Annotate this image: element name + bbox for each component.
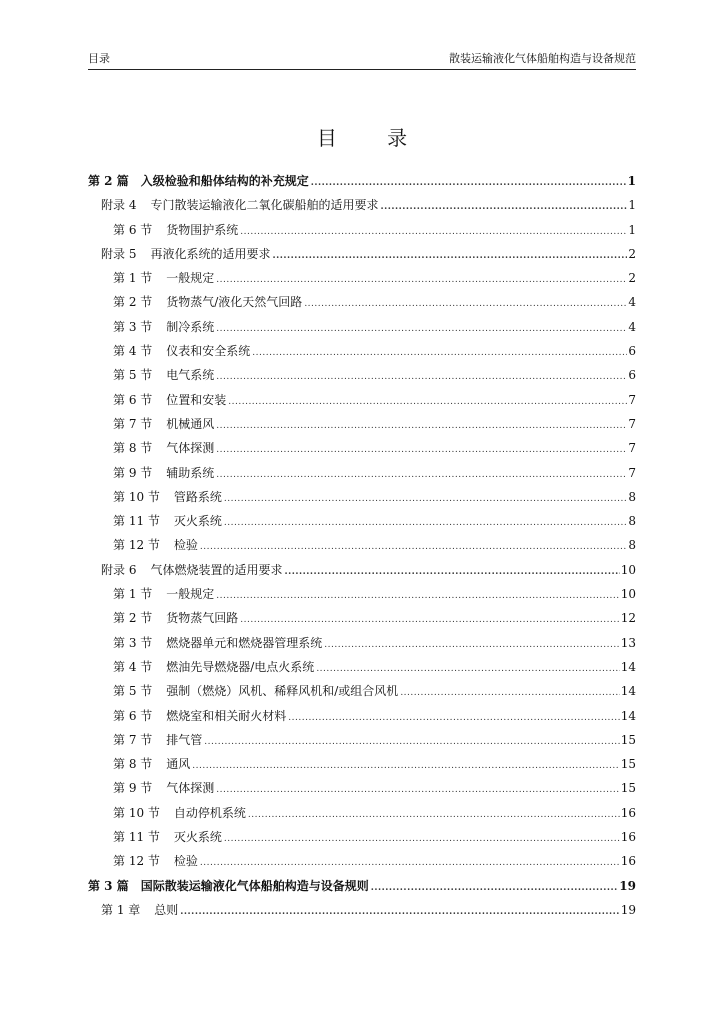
toc-entry[interactable] — [88, 752, 636, 776]
toc-entry-number: 附录 4 — [101, 198, 137, 213]
toc-dot-leader — [216, 778, 619, 802]
toc-dot-leader — [240, 608, 619, 632]
toc-dot-leader — [324, 633, 619, 657]
toc-entry-title: 气体燃烧装置的适用要求 — [150, 562, 283, 577]
toc-entry-number: 第 6 节 — [113, 222, 153, 237]
toc-entry-title: 位置和安装 — [166, 392, 227, 407]
toc-entry[interactable] — [88, 242, 636, 266]
toc-dot-leader — [380, 195, 627, 219]
toc-entry-title: 气体探测 — [166, 781, 215, 796]
toc-dot-leader — [311, 171, 627, 195]
toc-entry-number: 第 1 章 — [101, 902, 141, 917]
toc-entry-page: 10 — [620, 562, 636, 577]
toc-entry-page: 15 — [620, 781, 636, 796]
toc-entry-title: 专门散装运输液化二氧化碳船舶的适用要求 — [150, 198, 379, 213]
toc-entry-page: 14 — [620, 659, 636, 674]
toc-entry-number: 第 4 节 — [113, 659, 153, 674]
toc-entry-number: 第 3 节 — [113, 635, 153, 650]
toc-entry-title: 排气管 — [166, 732, 203, 747]
toc-entry[interactable] — [88, 436, 636, 460]
toc-entry-page: 7 — [628, 392, 636, 407]
toc-entry-page: 15 — [620, 732, 636, 747]
toc-entry-title: 灭火系统 — [173, 514, 222, 529]
toc-entry-number: 第 2 节 — [113, 611, 153, 626]
toc-entry-page: 16 — [620, 854, 636, 869]
toc-entry-number: 第 11 节 — [113, 514, 160, 529]
toc-entry-number: 第 7 节 — [113, 732, 153, 747]
toc-entry[interactable] — [88, 631, 636, 655]
toc-entry-number: 第 6 节 — [113, 708, 153, 723]
toc-entry[interactable] — [88, 533, 636, 557]
toc-entry-page: 19 — [620, 902, 636, 917]
toc-entry-page: 14 — [620, 684, 636, 699]
toc-entry[interactable] — [88, 558, 636, 582]
toc-entry-title: 气体探测 — [166, 441, 215, 456]
toc-entry-page: 15 — [620, 757, 636, 772]
toc-dot-leader — [216, 584, 619, 608]
toc-dot-leader — [216, 414, 627, 438]
toc-entry-page: 2 — [628, 271, 636, 286]
toc-entry-number: 第 1 节 — [113, 587, 153, 602]
toc-dot-leader — [228, 390, 627, 414]
toc-entry-page: 10 — [620, 587, 636, 602]
toc-entry-number: 第 10 节 — [113, 489, 160, 504]
toc-entry-page: 14 — [620, 708, 636, 723]
header-right-text: 散装运输液化气体船舶构造与设备规范 — [449, 52, 636, 65]
toc-entry-page: 8 — [628, 514, 636, 529]
toc-entry[interactable] — [88, 461, 636, 485]
toc-dot-leader — [272, 244, 627, 268]
table-of-contents — [88, 169, 636, 922]
toc-dot-leader — [240, 220, 627, 244]
toc-entry[interactable] — [88, 266, 636, 290]
toc-dot-leader — [304, 292, 627, 316]
toc-entry-number: 第 8 节 — [113, 441, 153, 456]
toc-dot-leader — [200, 535, 627, 559]
toc-entry[interactable] — [88, 898, 636, 922]
toc-entry-title: 入级检验和船体结构的补充规定 — [140, 174, 309, 188]
toc-entry-title: 辅助系统 — [166, 465, 215, 480]
toc-entry-number: 第 2 节 — [113, 295, 153, 310]
toc-entry-title: 总则 — [154, 902, 179, 917]
toc-entry-number: 第 12 节 — [113, 854, 160, 869]
toc-entry-page: 6 — [628, 368, 636, 383]
toc-entry-page: 7 — [628, 441, 636, 456]
toc-entry-title: 国际散装运输液化气体船舶构造与设备规则 — [140, 878, 369, 893]
toc-dot-leader — [224, 827, 620, 851]
toc-entry[interactable] — [88, 776, 636, 800]
header-left-text: 目录 — [88, 52, 110, 65]
toc-entry-page: 12 — [620, 611, 636, 626]
toc-entry-title: 一般规定 — [166, 587, 215, 602]
toc-entry-title: 电气系统 — [166, 368, 215, 383]
toc-entry-number: 第 10 节 — [113, 805, 160, 820]
toc-entry-page: 4 — [628, 295, 636, 310]
toc-dot-leader — [252, 341, 627, 365]
toc-entry-page: 13 — [620, 635, 636, 650]
toc-entry-number: 第 9 节 — [113, 781, 153, 796]
toc-entry-title: 货物围护系统 — [166, 222, 239, 237]
toc-entry-number: 第 9 节 — [113, 465, 153, 480]
toc-entry-page: 7 — [628, 465, 636, 480]
toc-entry[interactable] — [88, 655, 636, 679]
toc-entry[interactable] — [88, 801, 636, 825]
toc-dot-leader — [400, 681, 619, 705]
toc-entry-title: 强制（燃烧）风机、稀释风机和/或组合风机 — [166, 684, 399, 699]
toc-entry-number: 第 3 节 — [113, 319, 153, 334]
toc-dot-leader — [216, 365, 627, 389]
toc-entry-number: 第 12 节 — [113, 538, 160, 553]
toc-entry-title: 一般规定 — [166, 271, 215, 286]
toc-entry[interactable] — [88, 315, 636, 339]
toc-entry[interactable] — [88, 728, 636, 752]
toc-entry-page: 1 — [628, 222, 636, 237]
toc-entry-page: 16 — [620, 805, 636, 820]
toc-entry-number: 第 6 节 — [113, 392, 153, 407]
toc-entry-page: 16 — [620, 830, 636, 845]
toc-entry[interactable] — [88, 363, 636, 387]
toc-dot-leader — [192, 754, 619, 778]
toc-entry-title: 货物蒸气回路 — [166, 611, 239, 626]
toc-entry-number: 附录 5 — [101, 246, 137, 261]
toc-entry-page: 1 — [628, 198, 636, 213]
toc-entry[interactable] — [88, 509, 636, 533]
toc-entry-number: 第 1 节 — [113, 271, 153, 286]
toc-entry-title: 燃烧器单元和燃烧器管理系统 — [166, 635, 323, 650]
toc-entry[interactable] — [88, 825, 636, 849]
toc-entry-title: 机械通风 — [166, 416, 215, 431]
toc-dot-leader — [216, 268, 627, 292]
toc-entry-page: 19 — [619, 878, 636, 893]
toc-entry[interactable] — [88, 388, 636, 412]
toc-entry-number: 第 7 节 — [113, 416, 153, 431]
toc-entry-title: 检验 — [173, 538, 198, 553]
toc-dot-leader — [288, 706, 619, 730]
toc-entry[interactable] — [88, 849, 636, 873]
toc-entry[interactable] — [88, 290, 636, 314]
toc-dot-leader — [180, 900, 619, 924]
toc-entry[interactable] — [88, 679, 636, 703]
toc-entry-page: 4 — [628, 319, 636, 334]
toc-entry-number: 第 4 节 — [113, 344, 153, 359]
toc-dot-leader — [216, 438, 627, 462]
toc-entry-number: 第 5 节 — [113, 684, 153, 699]
toc-entry-title: 货物蒸气/液化天然气回路 — [166, 295, 303, 310]
toc-entry[interactable] — [88, 193, 636, 217]
toc-dot-leader — [316, 657, 619, 681]
toc-entry[interactable] — [88, 218, 636, 242]
toc-entry-number: 第 11 节 — [113, 830, 160, 845]
toc-entry[interactable] — [88, 339, 636, 363]
toc-entry[interactable] — [88, 582, 636, 606]
toc-entry[interactable] — [88, 704, 636, 728]
toc-entry-title: 仪表和安全系统 — [166, 344, 251, 359]
toc-entry-number: 附录 6 — [101, 562, 137, 577]
toc-entry[interactable] — [88, 485, 636, 509]
toc-entry-title: 燃油先导燃烧器/电点火系统 — [166, 659, 315, 674]
toc-entry[interactable] — [88, 169, 636, 193]
toc-dot-leader — [200, 851, 620, 875]
toc-dot-leader — [216, 317, 627, 341]
toc-entry-page: 8 — [628, 538, 636, 553]
toc-entry-title: 灭火系统 — [173, 830, 222, 845]
toc-entry[interactable] — [88, 606, 636, 630]
toc-entry-title: 自动停机系统 — [173, 805, 246, 820]
toc-dot-leader — [216, 463, 627, 487]
header-rule — [88, 69, 636, 70]
toc-dot-leader — [371, 876, 619, 900]
toc-entry[interactable] — [88, 874, 636, 898]
toc-dot-leader — [284, 560, 619, 584]
toc-entry-number: 第 3 篇 — [88, 878, 129, 893]
toc-entry-title: 检验 — [173, 854, 198, 869]
toc-dot-leader — [204, 730, 619, 754]
toc-dot-leader — [248, 803, 620, 827]
toc-entry-page: 8 — [628, 489, 636, 504]
toc-dot-leader — [224, 487, 627, 511]
page-title: 目 录 — [316, 126, 430, 150]
toc-entry-title: 再液化系统的适用要求 — [150, 246, 271, 261]
toc-entry-title: 管路系统 — [173, 489, 222, 504]
toc-entry-page: 6 — [628, 344, 636, 359]
toc-entry[interactable] — [88, 412, 636, 436]
toc-entry-page: 2 — [628, 246, 636, 261]
toc-entry-title: 通风 — [166, 757, 191, 772]
toc-entry-number: 第 5 节 — [113, 368, 153, 383]
page-header — [88, 50, 636, 68]
toc-entry-title: 燃烧室和相关耐火材料 — [166, 708, 287, 723]
toc-entry-title: 制冷系统 — [166, 319, 215, 334]
toc-entry-number: 第 8 节 — [113, 757, 153, 772]
toc-entry-number: 第 2 篇 — [88, 174, 129, 188]
toc-entry-page: 1 — [627, 174, 636, 188]
toc-entry-page: 7 — [628, 416, 636, 431]
toc-dot-leader — [224, 511, 627, 535]
